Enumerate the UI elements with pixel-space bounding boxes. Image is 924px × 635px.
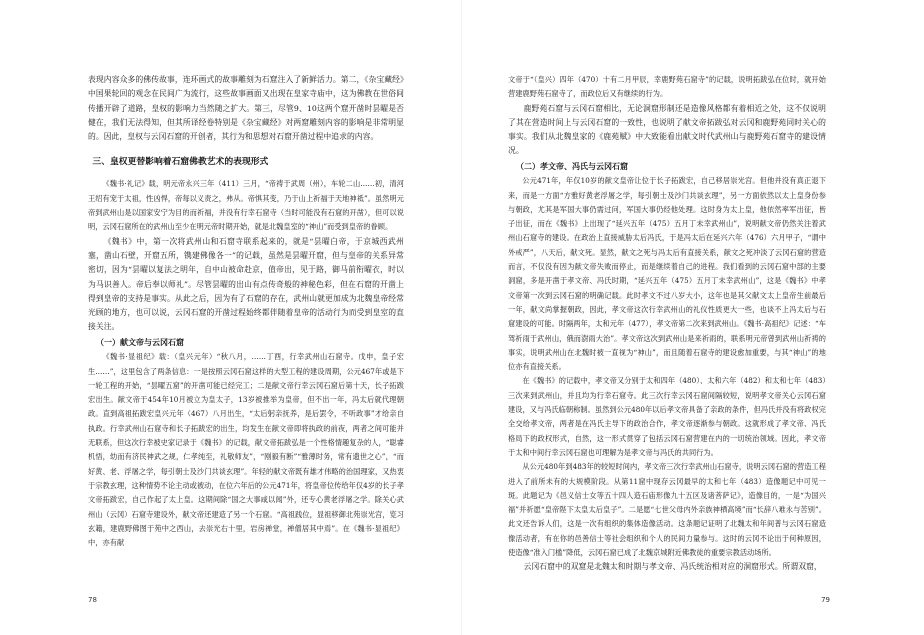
paragraph: 《魏书》中，第一次将武州山和石窟寺联系起来的，就是“昙曜白帝，于京城西武州塞，凿山石壁，开窟五所，镌建佛像各一”的记载，虽然是昙曜开窟，但与皇帝的关系异常密切，因为“昙曜以复法之明年，自中山被命赴京，值帝出，见于路，御马前衔曜衣，时以为马识善人。帝后奉以师礼”。尽管昙曜的出山有点传奇般的神秘色彩，但在石窟的开凿上得到皇帝的支持是事实。从此之后，因为有了石窟的存在，武州山就更加成为北魏皇帝经常光顾的地方，也可以说，云冈石窟的开凿过程始终都伴随着皇帝的活动行为而受到皇室的直接关注。	[88, 236, 404, 332]
page-number: 79	[821, 596, 830, 604]
paragraph: 在《魏书》的记载中，孝文帝又分别于太和四年（480）、太和六年（482）和太和七年（483）三次来到武州山，并且均为行幸石窟寺。此三次行幸云冈石窟间隔较短，说明孝文帝关心云冈石窟建设，又与冯氏临朝称制。虽然到公元480年以后孝文帝具备了亲政的条件，但冯氏并没有将政权完全交给孝文帝，两者是在冯氏主导下的政治合作，孝文帝逐渐参与朝政。这就形成了孝文帝、冯氏格局下的政权形式，自然，这一形式贯穿了包括云冈石窟营建在内的一切统治领域。因此，孝文帝于太和中间行幸云冈石窟也可理解为是孝文帝与冯氏的共同行为。	[508, 376, 826, 457]
subsection-heading: （一）献文帝与云冈石窟	[96, 336, 184, 347]
right-page	[462, 0, 924, 635]
paragraph: 云冈石窟中的双窟是北魏太和时期与孝文帝、冯氏统治相对应的洞窟形式。所谓双窟，	[523, 562, 822, 572]
page-number: 78	[88, 596, 97, 604]
section-heading: 三、皇权更替影响着石窟佛教艺术的表现形式	[92, 157, 269, 168]
right-text-column	[508, 73, 826, 575]
paragraph: 《魏书·显祖纪》载：（皇兴元年）“秋八月，……丁酉，行幸武州山石窟寺。戊申，皇子宏生……”，这里包含了两条信息：一是按照云冈石窟这样的大型工程的建设周期，公元467年或是下一轮工程的开始，“昙曜五窟”的开凿可能已经完工；二是献文帝行幸云冈石窟后第十天，长子拓跋宏出生。献文帝于454年10月被立为皇太子，13岁被推举为皇帝，但不出一年，冯太后就代理朝政。直到高祖拓跋宏皇兴元年（467）八月出生，“太后躬亲抚养，是后罢令，不听政事”才给亲自执政。行幸武州山石窟寺和长子拓跋宏的出生，均发生在献文帝即将执政的前夜，两者之间可能并无联系，但这次行幸被史家记录于《魏书》的记载，献文帝拓跋弘是一个性格情趣复杂的人，“聪睿机悟，幼而有济民神武之规，仁孝纯至，礼敬师友”，“刚毅有断”“雅薄时务，常有遗世之心”，“而好黄、老、浮屠之学，每引朝士及沙门共谈玄理”。年轻的献文帝既有雄才伟略的治国理家，又热衷于宗教玄理，这种情势不论主动或被动，在位六年后的公元471年，将皇帝位传给年仅4岁的长子孝文帝拓跋宏，自己作起了太上皇。这期间除“国之大事咸以闻”外，还专心黄老浮屠之学。除关心武州山（云冈）石窟寺建设外，献文帝还建造了另一个石窟。“高祖践位，显祖移御北苑崇光宫，览习玄籍，建鹿野佛图于苑中之西山，去崇光右十里，岩房禅堂，禅僧居其中焉”。在《魏书·显祖纪》中，亦有献	[88, 352, 404, 548]
subsection-heading: （二）孝文帝、冯氏与云冈石窟	[516, 160, 628, 171]
paragraph: 鹿野苑石窟与云冈石窟相比，无论洞窟形制还是造像风格都有着相近之处，这不仅说明了其在营造时间上与云冈石窟的一致性，也说明了献文帝拓跋弘对云冈和鹿野苑同时关心的事实。我们从北魏皇家的《鹿苑赋》中大致能看出献文时代武州山与鹿野苑石窟寺的建设情况。	[508, 103, 826, 156]
paragraph: 《魏书·礼记》载，明元帝永兴三年（411）三月，“帝祷于武周（州），车轮二山……初，清河王绍有宠于太祖，性凶悍，帝每以义责之，弗从。帝惧其变，乃于山上祈福于天地神祗”。虽然明元帝到武州山是以国家安宁为目的而祈福，并没有行幸石窟寺（当时可能没有石窟的开凿），但可以说明，云冈石窟所在的武州山至少在明元帝时期开始，就是北魏皇室的“神山”而受到皇帝的眷顾。	[88, 179, 404, 232]
paragraph: 从公元480年到483年的较短时间内，孝文帝三次行幸武州山石窟寺，说明云冈石窟的营造工程进入了前所未有的大规模阶段。从第11窟中现存云冈最早的太和七年（483）造像题记中可见一斑。此题记为《邑义信士女等五十四人造石庙形像九十五区及诸菩萨记》，造像目的，一是“为国兴福”并祈愿“皇帝陛下太皇太后皇子”。二是愿“七世父母内外亲族神栖高境”而“长辞八难永与苦别”。此文还告诉人们，这是一次有组织的集体造像活动。这条题记证明了北魏太和年间普与云冈石窟造像活动者，有在你的邑善信士等社会组织和个人的民间力量参与。这时的云冈不论出于何种原因，使造像“准入门槛”降低，云冈石窟已成了北魏京城附近佛教徒的重要宗教活动场所。	[508, 462, 826, 557]
paragraph: 文帝于“（皇兴）四年（470）十有二月甲辰，幸鹿野苑石窟寺”的记载，说明拓跋弘在位时，就开始营建鹿野苑石窟寺了，而政位后又有继续的行为。	[508, 75, 826, 99]
left-text-column	[88, 73, 404, 550]
paragraph: 表现内容众多的佛传故事，连环画式的故事雕刻为石窟注入了新鲜活力。第二，《杂宝藏经》中国果轮回的观念在民间广为流行，这些故事画面又出现在皇家寺庙中，这为佛教在世俗间传播开辟了道路，皇权的影响力当然随之扩大。第三，尽管9、10这两个窟开凿时昙曜是否健在，我们无法得知，但其所译经卷特别是《杂宝藏经》对两窟雕刻内容的影响是非常明显的。因此，皇权与云冈石窟的开创者，其行为和思想对石窟开凿过程中追求的内容。	[88, 75, 404, 142]
paragraph: 公元471年，年仅10岁的献文皇帝让位于长子拓跋宏，自己移居崇光宫。但他并没有真正退下来，而是一方面“方雅好黄老浮屠之学，每引朝士及沙门共谈玄理”，另一方面依然以太上皇身份参与朝政，尤其是军国大事仍需过问，军国大事仍经他处理。这时身为太上皇，他依然率军出征，皆子出征，而在《魏书》上出现了“延兴五年（475）五月丁未幸武州山”，说明献文帝仍然关注着武州山石窟寺的建设。在政治上直接威胁太后冯氏，于是冯太后在延兴六年（476）六月甲子，“谓中外戒严”，八天后，献文死。显然，献文之死与冯太后有直接关系，献文之死冲淡了云冈石窟的营造而言，不仅没有因为献文帝失败而停止，而是继续着自己的进程。我们看到的云冈石窟中部的主要洞窟，多是开凿于孝文帝、冯氏时期，“延兴五年（475）五月丁未幸武州山”，这是《魏书》中孝文帝第一次到云冈石窟的明确记载。此时孝文不过八岁大小，这年也是其父献文太上皇帝生前最后一年，献文尚掌握朝政，因此，孝文帝这次行幸武州山的礼仪性质更大一些，也谈不上冯太后与石窟建设的可能。时隔两年，太和元年（477），孝文帝第二次来到武州山。《魏书·高祖纪》记述：“车驾祈雨于武州山，俄而澍雨大治”。孝文帝这次到武州山是来祈雨的，联系明元帝曾到武州山祈祷的事实，说明武州山在北魏时被一直视为“神山”，而且随着石窟寺的建设愈加重要，与其“神山”的地位亦有直接关系。	[508, 176, 826, 372]
